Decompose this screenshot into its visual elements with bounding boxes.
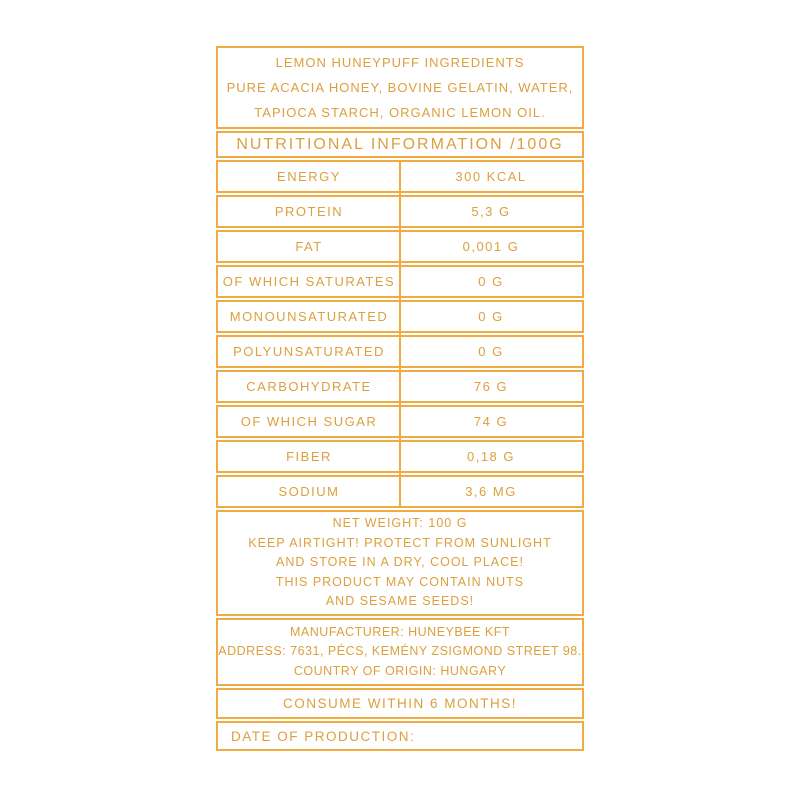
storage-line: KEEP AIRTIGHT! PROTECT FROM SUNLIGHT [248, 535, 552, 550]
manufacturer-line: MANUFACTURER: HUNEYBEE KFT [290, 624, 510, 639]
date-of-production-box [216, 721, 584, 751]
ingredients-title: LEMON HUNEYPUFF INGREDIENTS [275, 55, 525, 70]
allergen-line: AND SESAME SEEDS! [325, 594, 475, 609]
address-line: ADDRESS: 7631, PÉCS, KEMÉNY ZSIGMOND STREET 98. [218, 644, 582, 659]
nutrition-header-text: NUTRITIONAL INFORMATION /100G [236, 135, 564, 153]
row-value: 0,18 G [466, 449, 516, 464]
row-name: CARBOHYDRATE [246, 379, 372, 394]
row-value: 3,6 MG [465, 484, 517, 499]
ingredients-line: TAPIOCA STARCH, ORGANIC LEMON OIL. [254, 105, 546, 120]
product-label [216, 46, 584, 751]
net-weight: NET WEIGHT: 100 G [332, 516, 468, 531]
ingredients-line: PURE ACACIA HONEY, BOVINE GELATIN, WATER, [226, 80, 574, 95]
row-name: OF WHICH SUGAR [240, 414, 378, 429]
row-value: 5,3 G [471, 204, 511, 219]
row-value: 300 KCAL [455, 169, 527, 184]
row-name: SODIUM [278, 484, 340, 499]
row-name: MONOUNSATURATED [229, 309, 389, 324]
row-name: ENERGY [277, 169, 341, 184]
row-value: 0 G [478, 274, 504, 289]
ingredients-box [216, 46, 584, 129]
row-name: FAT [295, 239, 323, 254]
row-name: PROTEIN [274, 204, 344, 219]
consume-notice: CONSUME WITHIN 6 MONTHS! [283, 696, 517, 711]
row-value: 76 G [473, 379, 509, 394]
allergen-line: THIS PRODUCT MAY CONTAIN NUTS [275, 574, 525, 589]
date-of-production-label: DATE OF PRODUCTION: [231, 728, 416, 744]
consume-box [216, 688, 584, 719]
nutrition-header [216, 131, 584, 158]
storage-box [216, 510, 584, 616]
row-name: FIBER [286, 449, 332, 464]
row-value: 0,001 G [462, 239, 520, 254]
row-value: 74 G [473, 414, 509, 429]
row-name: POLYUNSATURATED [233, 344, 385, 359]
storage-line: AND STORE IN A DRY, COOL PLACE! [276, 555, 524, 570]
row-value: 0 G [478, 344, 504, 359]
column-divider [399, 160, 401, 508]
manufacturer-box [216, 618, 584, 686]
origin-line: COUNTRY OF ORIGIN: HUNGARY [293, 663, 507, 678]
nutrition-table [216, 160, 584, 508]
row-name: OF WHICH SATURATES [222, 274, 396, 289]
row-value: 0 G [478, 309, 504, 324]
